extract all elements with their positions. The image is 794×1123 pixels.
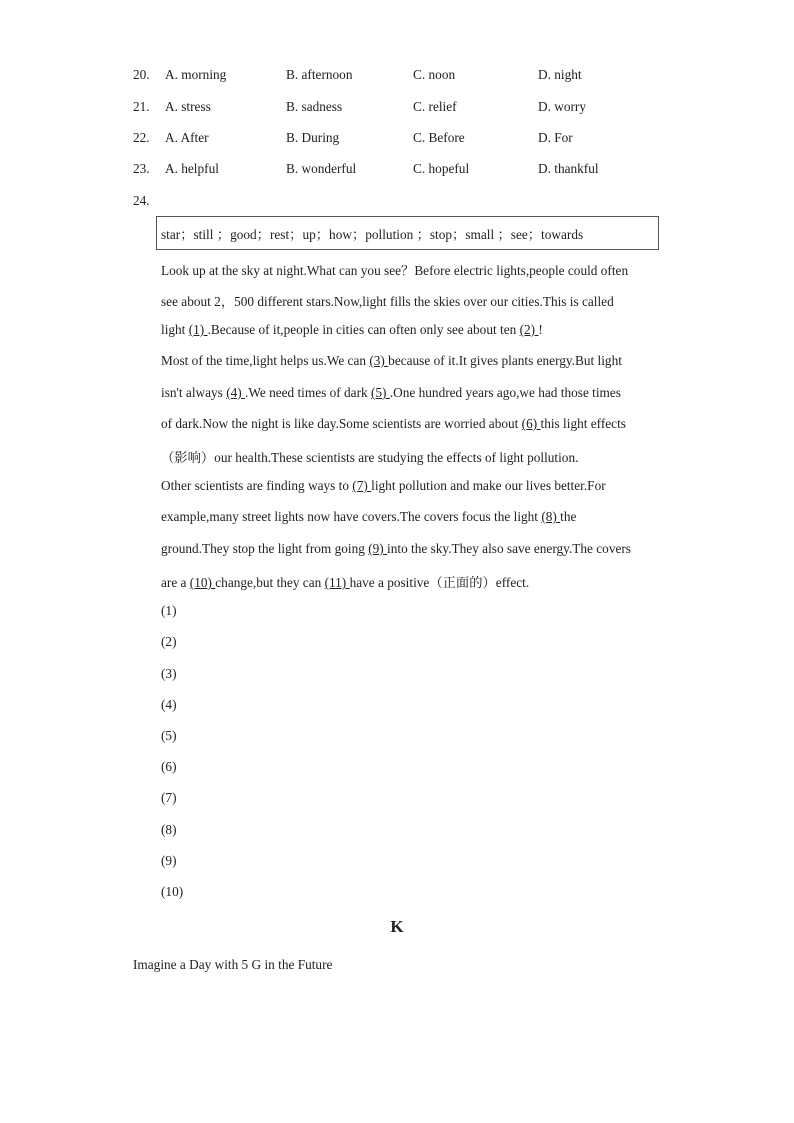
option-c: C. noon: [413, 67, 456, 82]
answer-item: (3): [161, 666, 177, 681]
passage-line: [161, 447, 578, 466]
passage-blank: (9): [368, 541, 388, 556]
answer-item: (1): [161, 603, 177, 618]
passage-blank: (6): [521, 416, 541, 431]
option-b: B. sadness: [286, 99, 343, 114]
question-number: 20.: [133, 67, 150, 82]
passage-text: Most of the time,light helps us.We can: [161, 353, 370, 368]
option-a: A. After: [165, 130, 209, 145]
question-number: 23.: [133, 161, 150, 176]
passage-text: （影响）our health.These scientists are studying the effects of light pollution.: [161, 450, 579, 465]
option-b: B. wonderful: [286, 161, 357, 176]
passage-text: ground.They stop the light from going: [161, 541, 369, 556]
answer-item: (4): [161, 697, 177, 712]
passage-blank: (10): [189, 575, 216, 590]
passage-text: .Because of it,people in cities can often only see about ten: [207, 322, 520, 337]
passage-text: example,many street lights now have covers.The covers focus the light: [161, 509, 542, 524]
passage-text: see about 2，500 different stars.Now,light fills the skies over our cities.This is called: [161, 294, 614, 309]
passage-line: [161, 353, 622, 369]
passage-line: [161, 260, 628, 279]
passage-line: [161, 572, 529, 591]
passage-line: [161, 416, 626, 432]
passage-text: of dark.Now the night is like day.Some scientists are worried about: [161, 416, 522, 431]
section-title: K: [390, 917, 404, 936]
passage-blank: (5): [370, 385, 390, 400]
option-a: A. helpful: [165, 161, 219, 176]
passage-text: .One hundred years ago,we had those times: [389, 385, 621, 400]
option-c: C. relief: [413, 99, 457, 114]
passage-line: [161, 541, 631, 557]
question-number: 22.: [133, 130, 150, 145]
option-b: B. During: [286, 130, 340, 145]
passage-text: have a positive（正面的）effect.: [349, 575, 530, 590]
option-d: D. worry: [538, 99, 587, 114]
answer-item: (8): [161, 822, 177, 837]
mc-question-row: [133, 161, 753, 181]
passage-blank: (7): [352, 478, 372, 493]
passage-text: because of it.It gives plants energy.But light: [388, 353, 622, 368]
passage-blank: (4): [226, 385, 246, 400]
passage-blank: (8): [541, 509, 561, 524]
passage-text: light pollution and make our lives better.For: [371, 478, 606, 493]
option-d: D. For: [538, 130, 573, 145]
passage-text: light: [161, 322, 189, 337]
question-number: 21.: [133, 99, 150, 114]
passage-text: Other scientists are finding ways to: [161, 478, 353, 493]
passage-text: the: [560, 509, 577, 524]
passage-blank: (2): [519, 322, 539, 337]
option-a: A. stress: [165, 99, 211, 114]
passage-line: [161, 478, 606, 494]
option-c: C. hopeful: [413, 161, 470, 176]
passage-line: [161, 291, 614, 310]
passage-text: into the sky.They also save energy.The covers: [387, 541, 631, 556]
passage-line: [161, 385, 621, 401]
passage-text: !: [538, 322, 543, 337]
option-c: C. Before: [413, 130, 465, 145]
answer-item: (9): [161, 853, 177, 868]
passage-subtitle: Imagine a Day with 5 G in the Future: [133, 957, 333, 972]
passage-text: change,but they can: [215, 575, 325, 590]
passage-blank: (1): [188, 322, 208, 337]
answer-item: (7): [161, 790, 177, 805]
mc-question-row: [133, 130, 753, 150]
option-a: A. morning: [165, 67, 227, 82]
passage-line: [161, 322, 543, 338]
answer-item: (10): [161, 884, 184, 899]
passage-blank: (3): [369, 353, 389, 368]
passage-text: are a: [161, 575, 190, 590]
passage-text: .We need times of dark: [245, 385, 371, 400]
word-bank-box: star；still ；good；rest；up；how；pollution ；stop；small ；see；towards: [156, 216, 659, 250]
option-d: D. thankful: [538, 161, 599, 176]
passage-line: [161, 509, 576, 525]
question-number-24: 24.: [133, 193, 150, 208]
answer-item: (2): [161, 634, 177, 649]
passage-text: this light effects: [540, 416, 626, 431]
answer-item: (5): [161, 728, 177, 743]
passage-text: Look up at the sky at night.What can you see？Before electric lights,people could often: [161, 263, 629, 278]
answer-item: (6): [161, 759, 177, 774]
mc-question-row: [133, 99, 753, 119]
option-b: B. afternoon: [286, 67, 353, 82]
passage-text: isn't always: [161, 385, 227, 400]
mc-question-row: [133, 67, 753, 87]
passage-blank: (11): [324, 575, 350, 590]
option-d: D. night: [538, 67, 582, 82]
